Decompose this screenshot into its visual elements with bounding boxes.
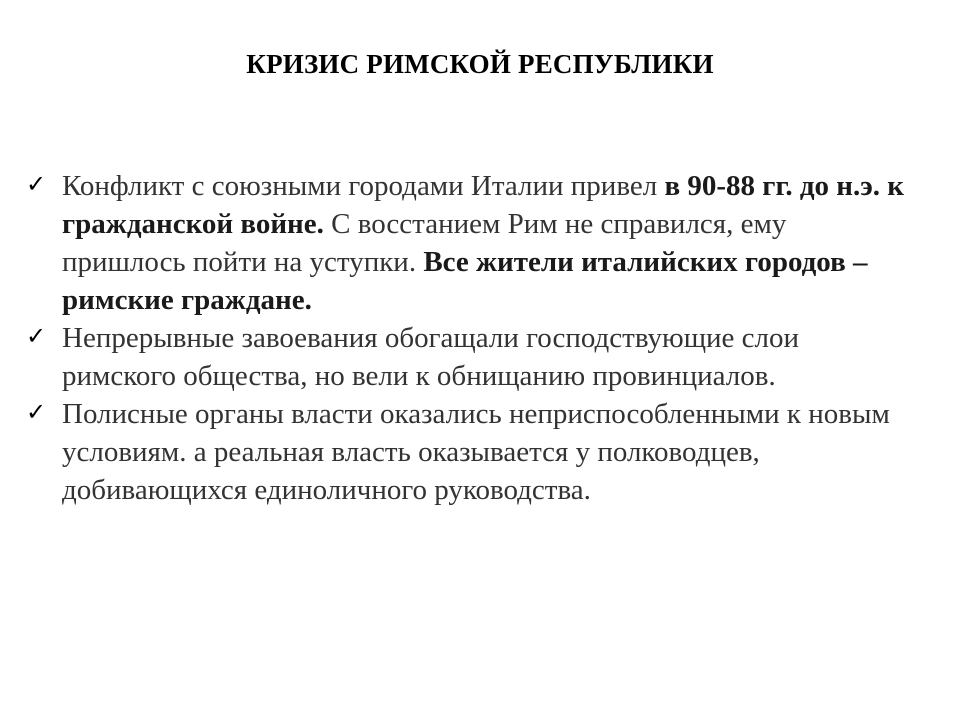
bullet-text-bold: Все жители италийских городов – римские граждане.: [62, 246, 868, 316]
bullet-text-part: Непрерывные завоевания обогащали господствующие слои римского общества, но вели к обнищанию провинциалов.: [62, 322, 800, 392]
bullet-item: [26, 319, 906, 395]
bullet-text-bold: в 90-88 гг. до н.э. к гражданской войне.: [62, 170, 904, 240]
bullet-text-part: Конфликт с союзными городами Италии привел: [62, 170, 665, 202]
bullet-text-part: Полисные органы власти оказались неприспособленными к новым условиям. а реальная власть оказывается у полководцев, добивающихся единоличного руководства.: [62, 398, 890, 506]
slide-title: КРИЗИС РИМСКОЙ РЕСПУБЛИКИ: [246, 49, 714, 79]
bullet-item: [26, 395, 906, 509]
bullet-item: [26, 167, 906, 319]
checkmark-icon: ✓: [26, 322, 47, 350]
bullet-list: [26, 167, 906, 509]
checkmark-icon: ✓: [26, 398, 47, 426]
checkmark-icon: ✓: [26, 170, 47, 198]
bullet-text-part: С восстанием Рим не справился, ему пришлось пойти на уступки.: [62, 208, 787, 278]
